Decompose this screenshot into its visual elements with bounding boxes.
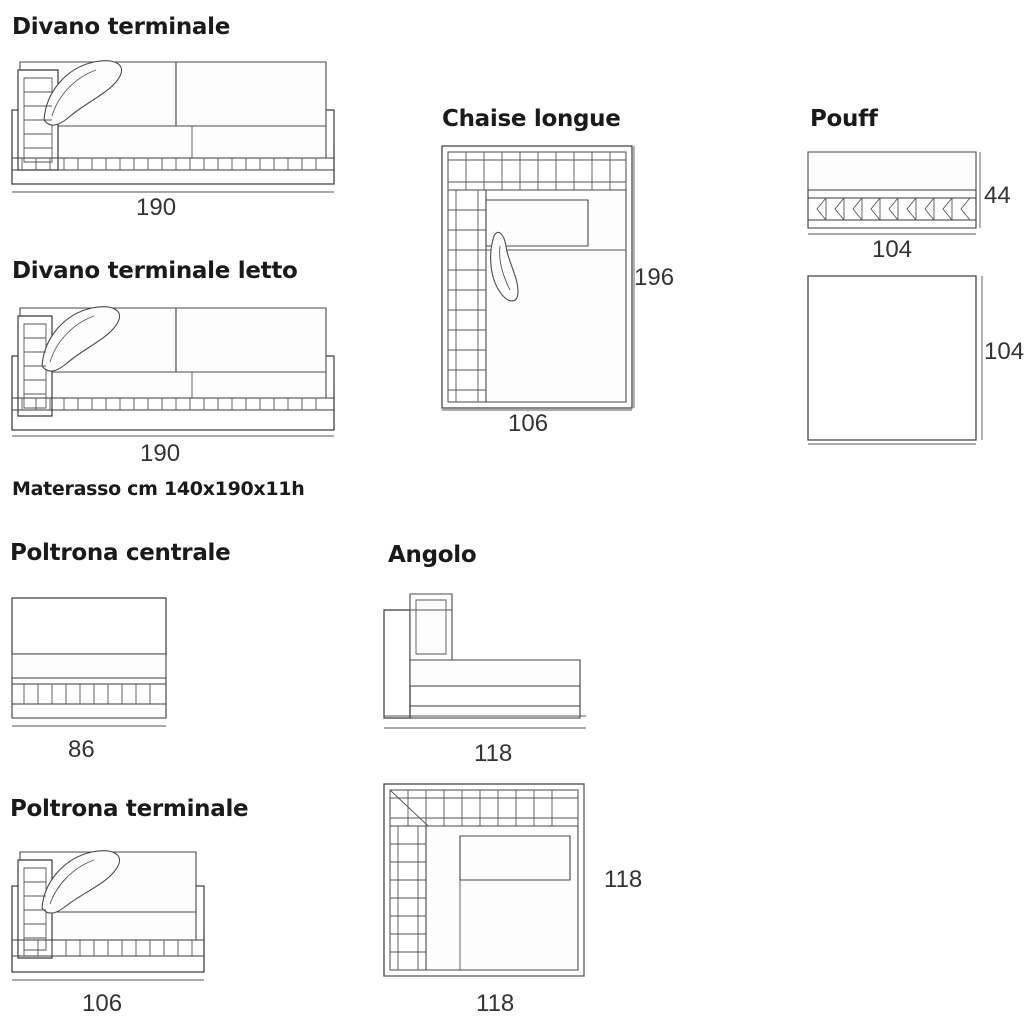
dimension-angolo-plan-width: 118 [476,990,515,1017]
label-divano-terminale-letto: Divano terminale letto [12,258,298,284]
figure-poltrona-terminale [8,846,208,986]
dimension-chaise-longue-width: 106 [508,410,549,437]
label-pouff: Pouff [810,106,878,132]
figure-pouff-plan [802,270,986,446]
label-poltrona-terminale: Poltrona terminale [10,796,249,822]
figure-pouff-elevation [802,146,982,236]
dimension-pouff-height: 44 [984,182,1011,209]
figure-angolo-elevation [380,586,590,731]
figure-poltrona-centrale [8,592,178,732]
dimension-pouff-width: 104 [872,236,913,263]
figure-angolo-plan [380,780,590,980]
figure-divano-terminale-letto [8,298,338,438]
dimension-pouff-plan-depth: 104 [984,338,1025,365]
label-angolo: Angolo [388,542,477,568]
figure-chaise-longue [438,142,638,412]
label-chaise-longue: Chaise longue [442,106,621,132]
dimension-divano-terminale-letto-width: 190 [140,440,181,467]
label-poltrona-centrale: Poltrona centrale [10,540,231,566]
dimension-divano-terminale-width: 190 [136,194,177,221]
dimension-angolo-width: 118 [474,740,513,767]
dimension-chaise-longue-depth: 196 [634,264,675,291]
note-materasso: Materasso cm 140x190x11h [12,478,305,500]
dimension-poltrona-centrale-width: 86 [68,736,95,763]
figure-divano-terminale [8,52,338,192]
dimension-angolo-plan-depth: 118 [604,866,643,893]
label-divano-terminale: Divano terminale [12,14,231,40]
dimension-poltrona-terminale-width: 106 [82,990,123,1017]
